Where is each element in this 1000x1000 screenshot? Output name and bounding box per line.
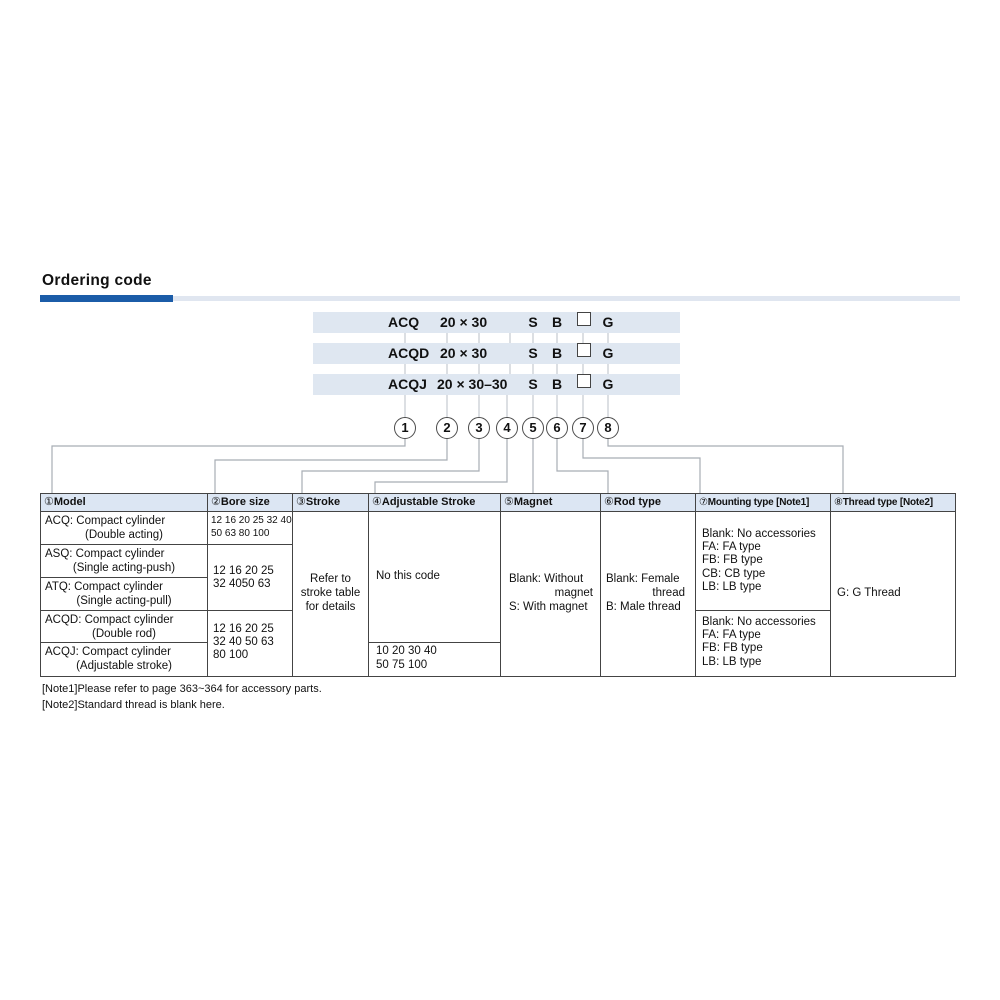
code-size-text: 20 × 30 [440, 345, 488, 361]
circled-number: ③ [296, 496, 306, 508]
mounting-option: FB: FB type [702, 642, 763, 655]
mounting-option: LB: LB type [702, 655, 762, 668]
header-cell-magnet [501, 494, 601, 512]
blank-square-icon [577, 343, 591, 357]
notes-block [42, 681, 322, 713]
thread-text: G: G Thread [837, 587, 901, 599]
blank-square-icon [577, 312, 591, 326]
circled-number: ⑧ [834, 497, 843, 508]
code-magnet-letter: S [528, 376, 538, 392]
callout-circle-4: 4 [496, 417, 518, 439]
header-cell-mounting [696, 494, 831, 512]
header-label: Bore size [220, 496, 270, 508]
circled-number: ⑦ [699, 497, 708, 508]
mounting-option: FA: FA type [702, 629, 761, 642]
cell-model-asq [41, 545, 208, 578]
ordering-code-row-acqd [313, 343, 680, 364]
circled-number: ② [211, 496, 221, 508]
code-size-text: 20 × 30–30 [437, 376, 508, 392]
rod-text: B: Male thread [606, 601, 681, 613]
mounting-option: LB: LB type [702, 580, 762, 593]
mounting-option: Blank: No accessories [702, 616, 816, 628]
bore-values: 32 4050 63 [213, 578, 271, 590]
header-cell-adjustable [369, 494, 501, 512]
code-model-text: ACQJ [388, 376, 427, 392]
circled-number: ⑥ [604, 496, 614, 508]
bore-values: 50 63 80 100 [211, 527, 270, 539]
callout-circle-1: 1 [394, 417, 416, 439]
code-thread-letter: G [602, 376, 614, 392]
rod-text: Blank: Female [606, 573, 680, 585]
note-line-2: [Note2]Standard thread is blank here. [42, 699, 225, 711]
page-title: Ordering code [42, 272, 152, 289]
cell-adjustable-top [369, 512, 501, 643]
code-rod-letter: B [551, 345, 563, 361]
bore-values: 32 40 50 63 [213, 636, 274, 648]
callout-circle-8: 8 [597, 417, 619, 439]
bore-values: 12 16 20 25 [213, 565, 274, 577]
header-label: Model [53, 496, 86, 508]
mounting-option: FB: FB type [702, 554, 763, 567]
mounting-option: CB: CB type [702, 567, 766, 580]
code-model-text: ACQD [388, 345, 430, 361]
cell-bore-acq [208, 512, 293, 545]
stroke-text: Refer to [310, 573, 351, 585]
cell-model-acqd [41, 611, 208, 643]
code-thread-letter: G [602, 345, 614, 361]
bore-values: 12 16 20 25 [213, 623, 274, 635]
title-underline-accent [40, 295, 173, 302]
model-name: ACQD: Compact cylinder [45, 614, 174, 626]
model-sub: (Adjustable stroke) [76, 659, 172, 672]
adjustable-values: 10 20 30 40 [376, 645, 437, 657]
circled-number: ① [44, 496, 54, 508]
note-line-1: [Note1]Please refer to page 363~364 for accessory parts. [42, 683, 322, 695]
cell-model-acqj [41, 643, 208, 676]
mounting-option: FA: FA type [702, 541, 761, 554]
stroke-text: for details [305, 601, 356, 613]
ordering-code-row-acqj [313, 374, 680, 395]
cell-adjustable-bottom [369, 643, 501, 676]
callout-circle-3: 3 [468, 417, 490, 439]
header-label: Adjustable Stroke [381, 496, 476, 508]
code-magnet-letter: S [528, 314, 538, 330]
cell-model-acq [41, 512, 208, 545]
cell-stroke [293, 512, 369, 676]
callout-circle-5: 5 [522, 417, 544, 439]
cell-model-atq [41, 578, 208, 611]
cell-mounting-bottom [696, 611, 831, 676]
header-cell-stroke [293, 494, 369, 512]
header-label: Rod type [613, 496, 661, 508]
header-cell-bore [208, 494, 293, 512]
model-sub: (Single acting-pull) [76, 594, 172, 607]
model-sub: (Single acting-push) [72, 561, 176, 574]
model-name: ATQ: Compact cylinder [45, 581, 164, 593]
header-label: Thread type [Note2] [842, 497, 933, 508]
code-thread-letter: G [602, 314, 614, 330]
header-label: Stroke [305, 496, 341, 508]
code-rod-letter: B [551, 376, 563, 392]
code-magnet-letter: S [528, 345, 538, 361]
magnet-text: S: With magnet [509, 601, 588, 613]
header-cell-rod [601, 494, 696, 512]
adjustable-values: 50 75 100 [376, 658, 428, 671]
model-name: ACQ: Compact cylinder [45, 515, 166, 527]
cell-rod-type [601, 512, 696, 676]
header-label: Magnet [513, 496, 553, 508]
bore-values: 80 100 [213, 649, 249, 661]
circled-number: ⑤ [504, 496, 514, 508]
adjustable-text: No this code [376, 570, 440, 582]
magnet-text: magnet [554, 587, 593, 599]
callout-circle-2: 2 [436, 417, 458, 439]
model-sub: (Double acting) [85, 528, 163, 541]
bore-values: 12 16 20 25 32 40 [211, 515, 292, 526]
header-cell-thread [831, 494, 955, 512]
magnet-text: Blank: Without [509, 573, 584, 585]
cell-magnet [501, 512, 601, 676]
code-model-text: ACQ [388, 314, 420, 330]
title-underline-light [173, 296, 960, 301]
cell-bore-acqd-acqj [208, 611, 293, 676]
model-sub: (Double rod) [92, 627, 156, 640]
callout-circle-7: 7 [572, 417, 594, 439]
cell-thread-type [831, 512, 955, 676]
cell-bore-asq-atq [208, 545, 293, 611]
callout-circle-6: 6 [546, 417, 568, 439]
ordering-code-row-acq [313, 312, 680, 333]
model-name: ASQ: Compact cylinder [45, 548, 165, 560]
model-name: ACQJ: Compact cylinder [45, 646, 171, 658]
circled-number: ④ [372, 496, 382, 508]
code-rod-letter: B [551, 314, 563, 330]
stroke-text: stroke table [300, 587, 361, 599]
ordering-table [40, 493, 956, 677]
header-cell-model [41, 494, 208, 512]
blank-square-icon [577, 374, 591, 388]
mounting-option: Blank: No accessories [702, 528, 816, 540]
code-size-text: 20 × 30 [440, 314, 488, 330]
rod-text: thread [652, 587, 685, 599]
header-label: Mounting type [Note1] [707, 497, 810, 508]
cell-mounting-top [696, 512, 831, 611]
